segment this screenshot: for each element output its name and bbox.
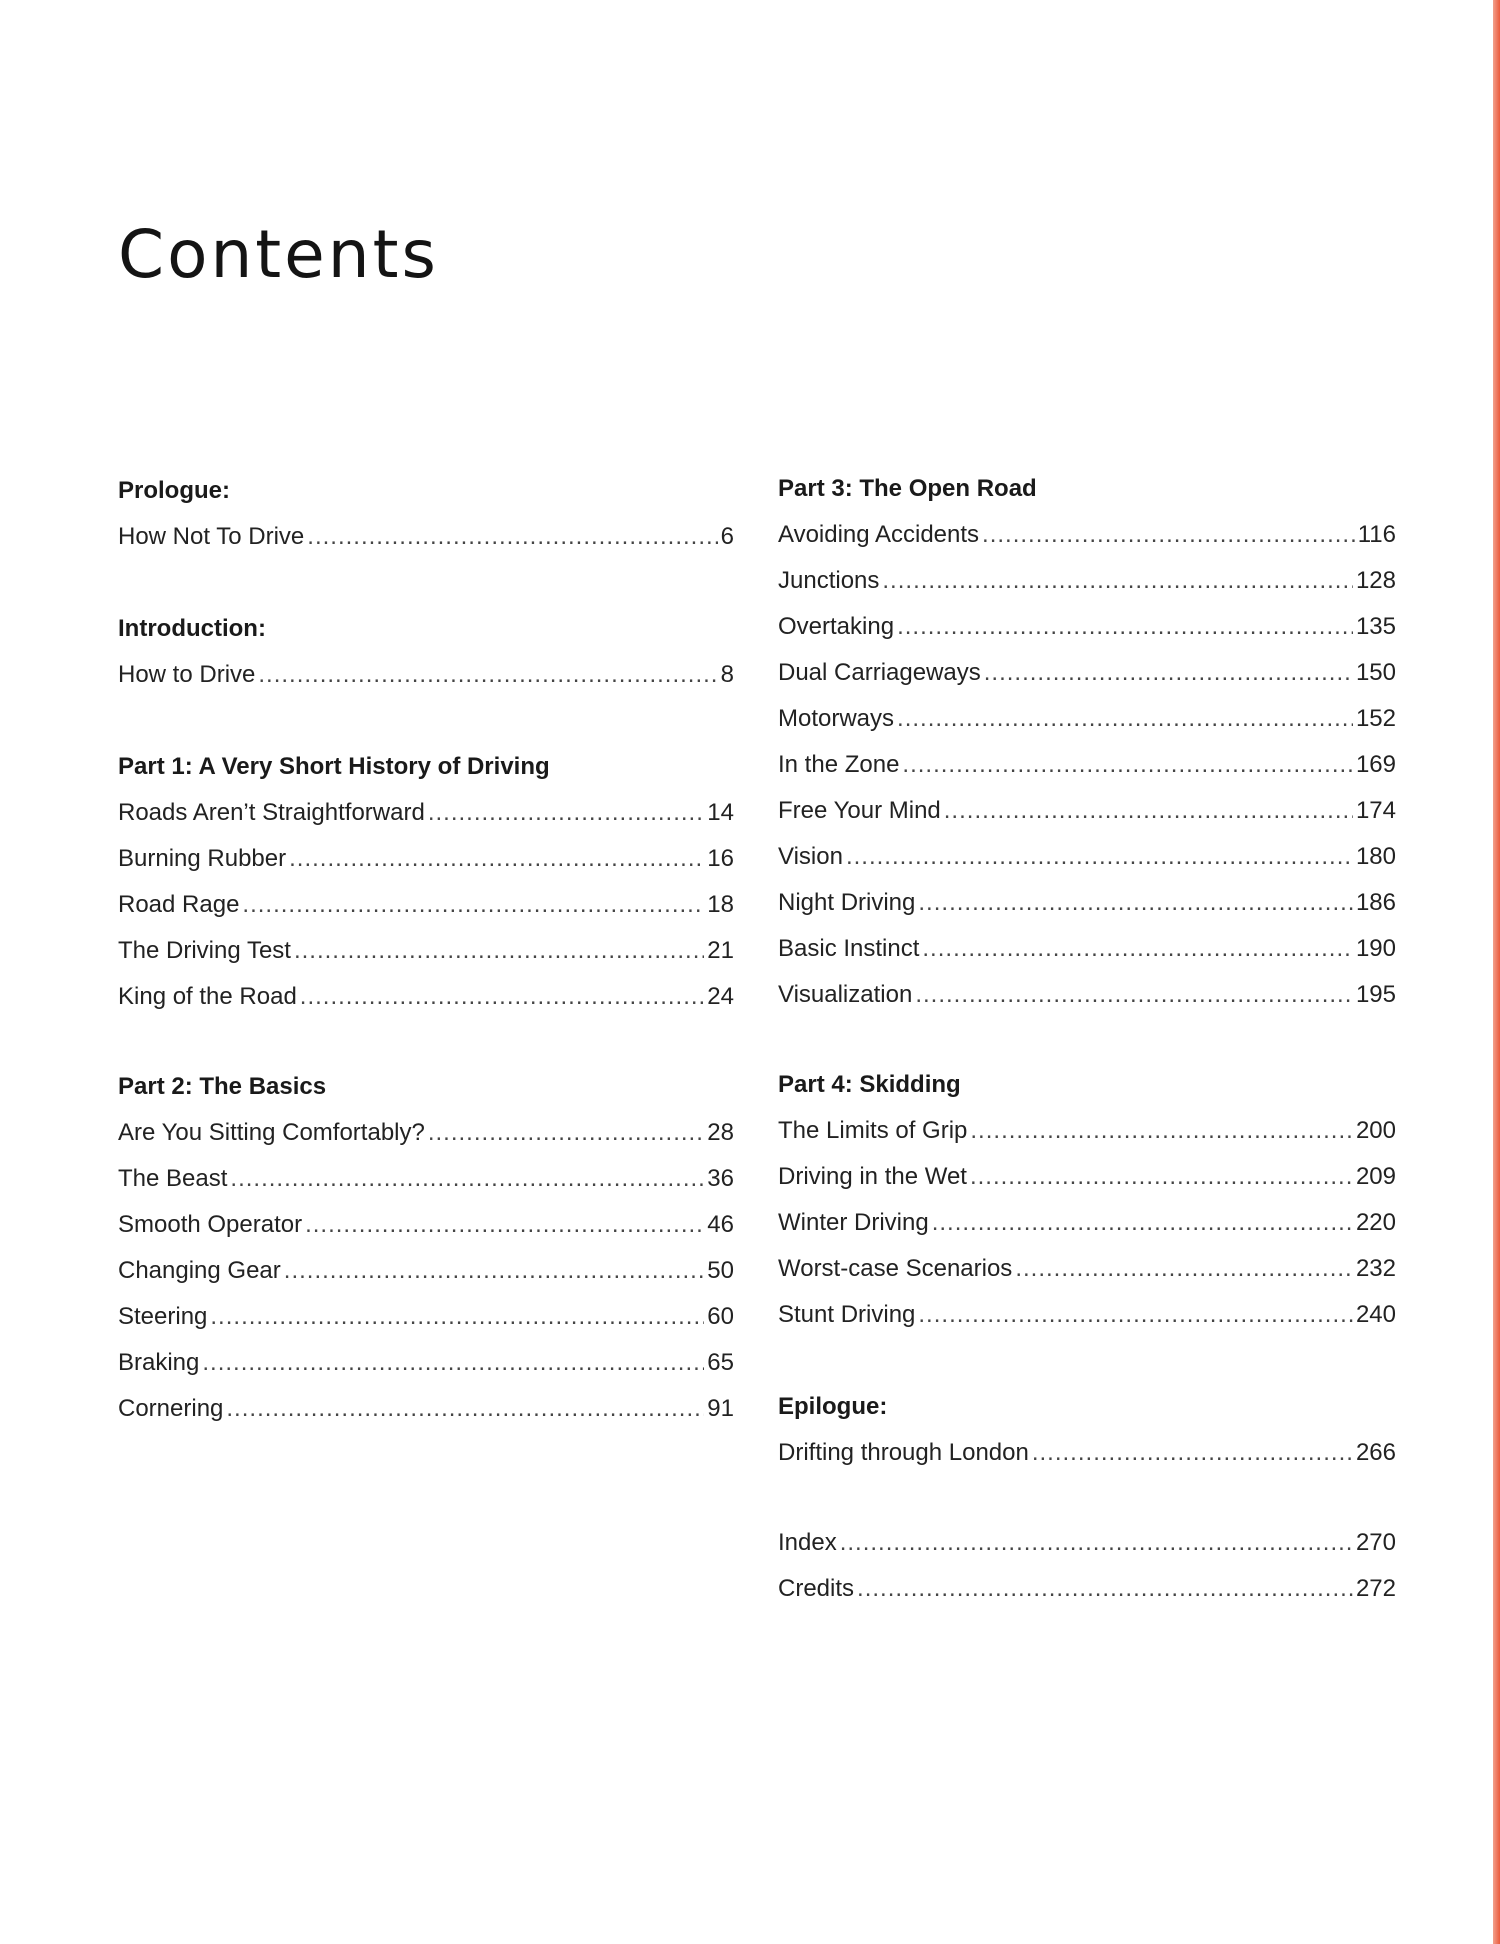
entry-page-number: 135: [1355, 613, 1396, 640]
entry-title: Worst-case Scenarios: [778, 1255, 1013, 1282]
toc-entry[interactable]: [778, 512, 1396, 558]
entry-title: Cornering: [118, 1395, 224, 1422]
entry-title: Drifting through London: [778, 1439, 1029, 1466]
toc-entry[interactable]: [118, 836, 734, 882]
entry-title: Are You Sitting Comfortably?: [118, 1119, 425, 1146]
dot-leader: [294, 928, 704, 974]
entry-page-number: 272: [1355, 1575, 1396, 1602]
entry-page-number: 6: [720, 523, 734, 550]
entry-page-number: 128: [1355, 567, 1396, 594]
dot-leader: [902, 742, 1353, 788]
dot-leader: [918, 880, 1353, 926]
section-heading: Part 2: The Basics: [118, 1073, 327, 1100]
dot-leader: [944, 788, 1353, 834]
dot-leader: [1015, 1246, 1353, 1292]
entry-page-number: 24: [707, 983, 734, 1010]
entry-title: Changing Gear: [118, 1257, 281, 1284]
toc-entry[interactable]: [778, 1154, 1396, 1200]
dot-leader: [918, 1292, 1353, 1338]
page-title: Contents: [118, 216, 439, 293]
entry-page-number: 14: [707, 799, 734, 826]
toc-entry[interactable]: [118, 1156, 734, 1202]
dot-leader: [840, 1520, 1353, 1566]
entry-title: The Beast: [118, 1165, 228, 1192]
section-heading: Part 4: Skidding: [778, 1071, 961, 1098]
dot-leader: [857, 1566, 1353, 1612]
dot-leader: [242, 882, 704, 928]
toc-section-epilogue: [778, 1384, 1396, 1476]
entry-title: How Not To Drive: [118, 523, 305, 550]
entry-title: Avoiding Accidents: [778, 521, 980, 548]
entry-page-number: 169: [1355, 751, 1396, 778]
toc-entry[interactable]: [118, 1340, 734, 1386]
dot-leader: [970, 1154, 1353, 1200]
entry-title: Credits: [778, 1575, 855, 1602]
dot-leader: [226, 1386, 704, 1432]
entry-page-number: 8: [720, 661, 734, 688]
entry-page-number: 232: [1355, 1255, 1396, 1282]
entry-page-number: 200: [1355, 1117, 1396, 1144]
toc-entry[interactable]: [778, 1200, 1396, 1246]
entry-title: Free Your Mind: [778, 797, 941, 824]
section-heading: Prologue:: [118, 477, 230, 504]
entry-title: Roads Aren’t Straightforward: [118, 799, 425, 826]
toc-entry[interactable]: [118, 1202, 734, 1248]
dot-leader: [897, 696, 1353, 742]
entry-title: Braking: [118, 1349, 200, 1376]
entry-title: Burning Rubber: [118, 845, 287, 872]
toc-entry[interactable]: [778, 604, 1396, 650]
dot-leader: [984, 650, 1353, 696]
section-heading: Introduction:: [118, 615, 266, 642]
toc-section-back-matter: [778, 1520, 1396, 1612]
dot-leader: [307, 514, 717, 560]
entry-title: Winter Driving: [778, 1209, 929, 1236]
entry-title: Overtaking: [778, 613, 895, 640]
entry-page-number: 21: [707, 937, 734, 964]
entry-title: Index: [778, 1529, 837, 1556]
toc-entry[interactable]: [778, 1566, 1396, 1612]
toc-section-part-2: [118, 1064, 734, 1432]
dot-leader: [882, 558, 1353, 604]
dot-leader: [922, 926, 1353, 972]
section-heading: Part 3: The Open Road: [778, 475, 1037, 502]
toc-entry[interactable]: [778, 650, 1396, 696]
entry-page-number: 28: [707, 1119, 734, 1146]
entry-page-number: 195: [1355, 981, 1396, 1008]
entry-title: In the Zone: [778, 751, 900, 778]
dot-leader: [210, 1294, 704, 1340]
section-heading: Epilogue:: [778, 1393, 888, 1420]
entry-page-number: 18: [707, 891, 734, 918]
entry-page-number: 152: [1355, 705, 1396, 732]
entry-page-number: 50: [707, 1257, 734, 1284]
toc-section-part-1: [118, 744, 734, 1020]
entry-page-number: 60: [707, 1303, 734, 1330]
entry-page-number: 180: [1355, 843, 1396, 870]
dot-leader: [932, 1200, 1353, 1246]
entry-title: Driving in the Wet: [778, 1163, 967, 1190]
toc-section-prologue: [118, 468, 734, 560]
toc-entry[interactable]: [778, 972, 1396, 1018]
entry-title: Stunt Driving: [778, 1301, 916, 1328]
section-heading: Part 1: A Very Short History of Driving: [118, 753, 550, 780]
dot-leader: [305, 1202, 704, 1248]
toc-entry[interactable]: [778, 558, 1396, 604]
dot-leader: [230, 1156, 704, 1202]
toc-entry[interactable]: [778, 1108, 1396, 1154]
toc-entry[interactable]: [118, 1248, 734, 1294]
entry-title: The Driving Test: [118, 937, 291, 964]
entry-page-number: 270: [1355, 1529, 1396, 1556]
dot-leader: [202, 1340, 704, 1386]
dot-leader: [982, 512, 1355, 558]
entry-title: Motorways: [778, 705, 895, 732]
entry-title: Night Driving: [778, 889, 916, 916]
toc-entry[interactable]: [118, 1386, 734, 1432]
dot-leader: [258, 652, 717, 698]
toc-entry[interactable]: [118, 928, 734, 974]
dot-leader: [289, 836, 704, 882]
entry-title: Dual Carriageways: [778, 659, 981, 686]
dot-leader: [897, 604, 1353, 650]
entry-title: Basic Instinct: [778, 935, 920, 962]
entry-page-number: 91: [707, 1395, 734, 1422]
toc-entry[interactable]: [778, 788, 1396, 834]
toc-entry[interactable]: [118, 1294, 734, 1340]
dot-leader: [915, 972, 1353, 1018]
toc-entry[interactable]: [778, 1292, 1396, 1338]
entry-page-number: 190: [1355, 935, 1396, 962]
toc-entry[interactable]: [778, 926, 1396, 972]
entry-title: King of the Road: [118, 983, 297, 1010]
toc-entry[interactable]: [118, 652, 734, 698]
toc-entry[interactable]: [778, 1430, 1396, 1476]
entry-title: How to Drive: [118, 661, 256, 688]
entry-page-number: 16: [707, 845, 734, 872]
toc-entry[interactable]: [778, 1246, 1396, 1292]
entry-page-number: 266: [1355, 1439, 1396, 1466]
toc-section-part-4: [778, 1062, 1396, 1338]
entry-title: Steering: [118, 1303, 208, 1330]
dot-leader: [1032, 1430, 1353, 1476]
dot-leader: [300, 974, 705, 1020]
dot-leader: [970, 1108, 1353, 1154]
toc-entry[interactable]: [778, 742, 1396, 788]
toc-entry[interactable]: [118, 790, 734, 836]
page-edge-accent: [1493, 0, 1500, 1944]
entry-page-number: 186: [1355, 889, 1396, 916]
toc-entry[interactable]: [118, 882, 734, 928]
toc-section-introduction: [118, 606, 734, 698]
entry-title: The Limits of Grip: [778, 1117, 968, 1144]
toc-entry[interactable]: [778, 1520, 1396, 1566]
toc-entry[interactable]: [778, 834, 1396, 880]
entry-page-number: 150: [1355, 659, 1396, 686]
toc-entry[interactable]: [778, 696, 1396, 742]
dot-leader: [846, 834, 1353, 880]
entry-page-number: 240: [1355, 1301, 1396, 1328]
entry-page-number: 116: [1357, 521, 1396, 548]
entry-title: Road Rage: [118, 891, 240, 918]
dot-leader: [428, 1110, 704, 1156]
entry-title: Junctions: [778, 567, 880, 594]
dot-leader: [428, 790, 704, 836]
toc-entry[interactable]: [118, 974, 734, 1020]
entry-page-number: 65: [707, 1349, 734, 1376]
entry-title: Vision: [778, 843, 843, 870]
entry-page-number: 174: [1355, 797, 1396, 824]
entry-page-number: 220: [1355, 1209, 1396, 1236]
toc-entry[interactable]: [778, 880, 1396, 926]
dot-leader: [284, 1248, 705, 1294]
entry-title: Visualization: [778, 981, 913, 1008]
toc-entry[interactable]: [118, 1110, 734, 1156]
entry-page-number: 209: [1355, 1163, 1396, 1190]
entry-page-number: 36: [707, 1165, 734, 1192]
toc-entry[interactable]: [118, 514, 734, 560]
entry-title: Smooth Operator: [118, 1211, 303, 1238]
entry-page-number: 46: [707, 1211, 734, 1238]
toc-section-part-3: [778, 466, 1396, 1018]
